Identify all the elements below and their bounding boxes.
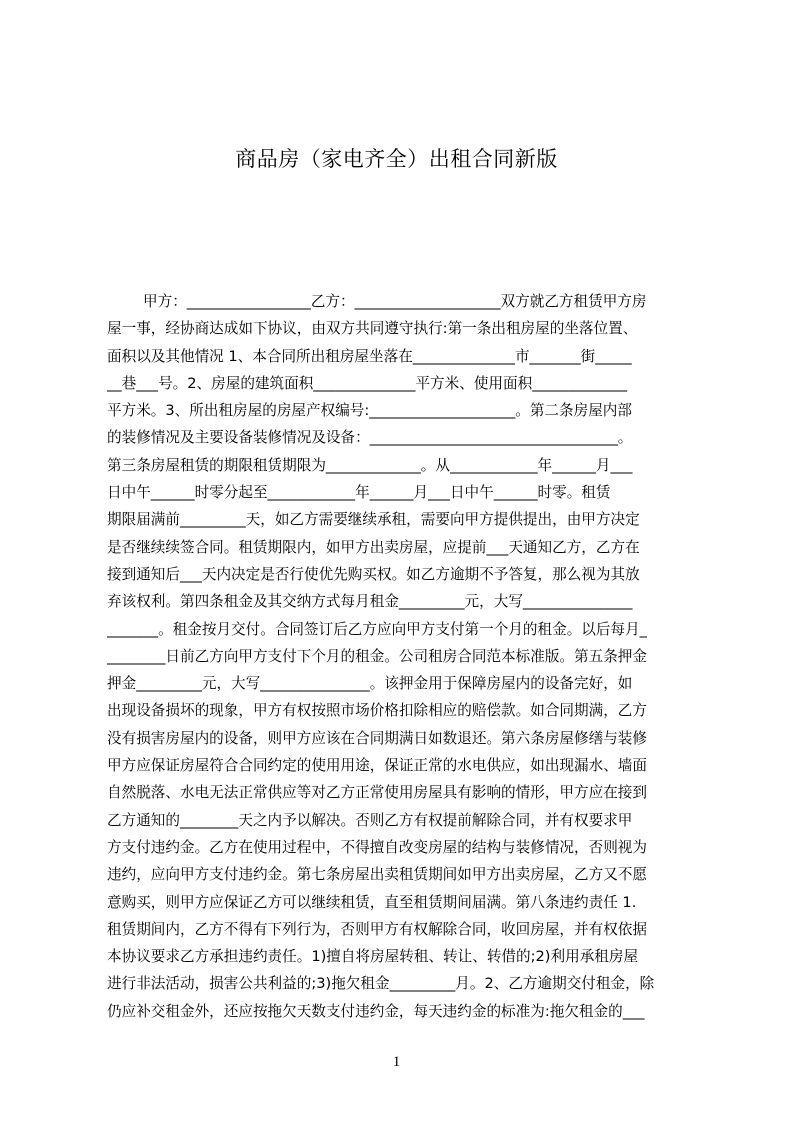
body-line: 自然脱落、水电无法正常供应等对乙方正常使用房屋具有影响的情形，甲方应在接到 <box>107 784 647 802</box>
body-line: __巷___号。2、房屋的建筑面积______________平方米、使用面积_____________ <box>107 374 628 392</box>
body-line: 仍应补交租金外，还应按拖欠天数支付违约金，每天违约金的标准为:拖欠租金的___ <box>107 1002 645 1020</box>
body-line: 甲方应保证房屋符合合同约定的使用用途，保证正常的水电供应，如出现漏水、墙面 <box>107 757 647 775</box>
body-line: 意购买，则甲方应保证乙方可以继续租赁，直至租赁期间届满。第八条违约责任 1. <box>107 893 637 911</box>
body-line: 乙方通知的________天之内予以解决。否则乙方有权提前解除合同，并有权要求甲 <box>107 811 633 829</box>
page-number: 1 <box>392 1054 401 1070</box>
body-line: 押金_________元，大写_______________。该押金用于保障房屋内的设备完好，如 <box>107 675 633 693</box>
body-line: 进行非法活动，损害公共利益的;3)拖欠租金_________月。2、乙方逾期交付租金，除 <box>107 975 655 993</box>
body-line: 租赁期间内，乙方不得有下列行为，否则甲方有权解除合同，收回房屋，并有权依据 <box>107 920 647 938</box>
body-line: 方支付违约金。乙方在使用过程中，不得擅自改变房屋的结构与装修情况，否则视为 <box>107 838 647 856</box>
body-line: 期限届满前_________天，如乙方需要继续承租，需要向甲方提供提出，由甲方决定 <box>107 511 640 529</box>
body-line: 的装修情况及主要设备装修情况及设备：__________________________________。 <box>107 429 633 447</box>
contract-body <box>107 288 698 1025</box>
body-line: 接到通知后___天内决定是否行使优先购买权。如乙方逾期不予答复，那么视为其放 <box>107 565 640 583</box>
body-line: 没有损害房屋内的设备，则甲方应该在合同期满日如数退还。第六条房屋修缮与装修 <box>107 729 647 747</box>
body-line: 平方米。3、所出租房屋的房屋产权编号:____________________。第二条房屋内部 <box>107 402 632 420</box>
document-title: 商品房（家电齐全）出租合同新版 <box>235 147 558 171</box>
body-line: 日中午______时零分起至____________年______月___日中午______时零。租赁 <box>107 484 611 502</box>
body-line: _______。租金按月交付。合同签订后乙方应向甲方支付第一个月的租金。以后每月_ <box>107 620 647 638</box>
body-line: 本协议要求乙方承担违约责任。1)擅自将房屋转租、转让、转借的;2)利用承租房屋 <box>107 948 639 966</box>
body-line: 屋一事，经协商达成如下协议，由双方共同遵守执行:第一条出租房屋的坐落位置、 <box>107 320 638 338</box>
body-line: ________日前乙方向甲方支付下个月的租金。公司租房合同范本标准版。第五条押金 <box>107 647 647 665</box>
body-line: 弃该权利。第四条租金及其交纳方式每月租金_________元，大写_______________ <box>107 593 633 611</box>
body-line: 是否继续续签合同。租赁期限内，如甲方出卖房屋，应提前___天通知乙方，乙方在 <box>107 538 640 556</box>
body-line: 面积以及其他情况 1、本合同所出租房屋坐落在______________市_______街_____ <box>107 347 632 365</box>
body-line: 第三条房屋租赁的期限租赁期限为_____________。从____________年______月___ <box>107 456 633 474</box>
body-line: 甲方：_________________乙方：____________________双方就乙方租赁甲方房 <box>143 293 647 310</box>
body-line: 出现设备损坏的现象，甲方有权按照市场价格扣除相应的赔偿款。如合同期满，乙方 <box>107 702 647 720</box>
body-line: 违约，应向甲方支付违约金。第七条房屋出卖租赁期间如甲方出卖房屋，乙方又不愿 <box>107 866 647 884</box>
